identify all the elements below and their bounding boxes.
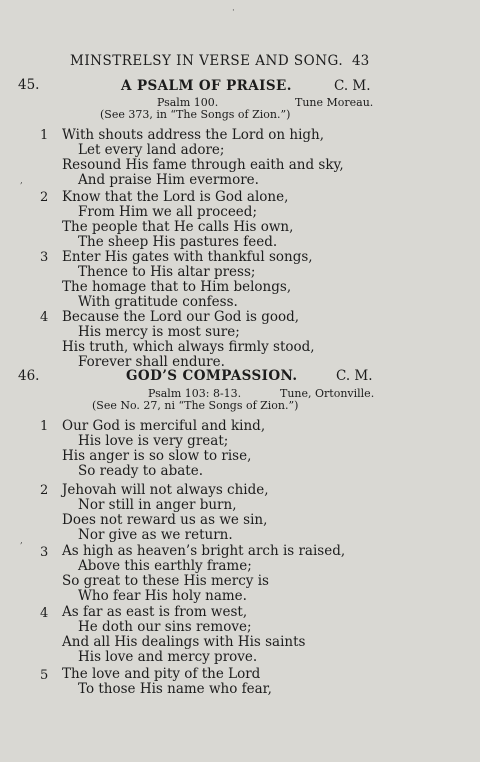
verse-line: So ready to abate. [78, 463, 204, 479]
running-head: MINSTRELSY IN VERSE AND SONG. [70, 53, 344, 69]
stanza-number: 2 [40, 483, 49, 498]
verse-line: With gratitude confess. [78, 294, 238, 310]
verse-line: And all His dealings with His saints [62, 634, 306, 650]
hymn-meter: C. M. [334, 78, 371, 94]
verse-line: Does not reward us as we sin, [62, 512, 268, 528]
verse-line: His truth, which always firmly stood, [62, 339, 315, 355]
verse-line: Above this earthly frame; [78, 558, 252, 574]
print-speck: , [20, 536, 23, 546]
stanza-number: 3 [40, 545, 49, 560]
stanza-number: 3 [40, 250, 49, 265]
verse-line: So great to these His mercy is [62, 573, 269, 589]
verse-line: His love and mercy prove. [78, 649, 258, 665]
verse-line: Know that the Lord is God alone, [62, 189, 289, 205]
page-number: 43 [352, 53, 370, 69]
verse-line: He doth our sins remove; [78, 619, 252, 635]
verse-line: Let every land adore; [78, 142, 225, 158]
tune-name: Tune, Ortonville. [280, 387, 375, 400]
verse-line: And praise Him evermore. [78, 172, 259, 188]
stanza-number: 5 [40, 668, 49, 683]
verse-line: The homage that to Him belongs, [62, 279, 292, 295]
verse-line: Our God is merciful and kind, [62, 418, 266, 434]
hymn-title: GOD’S COMPASSION. [126, 368, 298, 384]
verse-line: Forever shall endure. [78, 354, 225, 370]
print-speck: , [20, 176, 23, 186]
verse-line: Nor give as we return. [78, 527, 233, 543]
verse-line: As high as heaven’s bright arch is raised, [62, 543, 346, 559]
verse-line: The people that He calls His own, [62, 219, 294, 235]
hymn-meter: C. M. [336, 368, 373, 384]
stanza-number: 4 [40, 606, 49, 621]
verse-line: Nor still in anger burn, [78, 497, 237, 513]
hymn-title: A PSALM OF PRAISE. [121, 78, 292, 94]
verse-line: The love and pity of the Lord [62, 666, 261, 682]
psalm-reference: Psalm 100. [157, 96, 219, 109]
print-speck: · [232, 6, 235, 16]
verse-line: Thence to His altar press; [78, 264, 256, 280]
stanza-number: 2 [40, 190, 49, 205]
tune-name: Tune Moreau. [295, 96, 374, 109]
verse-line: His mercy is most sure; [78, 324, 240, 340]
verse-line: As far as east is from west, [62, 604, 248, 620]
verse-line: Enter His gates with thankful songs, [62, 249, 313, 265]
songbook-reference: (See 373, in “The Songs of Zion.”) [100, 108, 291, 121]
verse-line: Because the Lord our God is good, [62, 309, 300, 325]
psalm-reference: Psalm 103: 8-13. [148, 387, 242, 400]
hymn-number: 46. [18, 368, 40, 384]
verse-line: From Him we all proceed; [78, 204, 257, 220]
hymn-number: 45. [18, 77, 40, 93]
stanza-number: 4 [40, 310, 49, 325]
stanza-number: 1 [40, 128, 49, 143]
verse-line: His love is very great; [78, 433, 229, 449]
verse-line: Jehovah will not always chide, [62, 482, 269, 498]
verse-line: The sheep His pastures feed. [78, 234, 278, 250]
verse-line: Who fear His holy name. [78, 588, 247, 604]
verse-line: With shouts address the Lord on high, [62, 127, 325, 143]
stanza-number: 1 [40, 419, 49, 434]
songbook-reference: (See No. 27, ni “The Songs of Zion.”) [92, 399, 299, 412]
verse-line: Resound His fame through eaith and sky, [62, 157, 344, 173]
verse-line: To those His name who fear, [78, 681, 272, 697]
verse-line: His anger is so slow to rise, [62, 448, 252, 464]
